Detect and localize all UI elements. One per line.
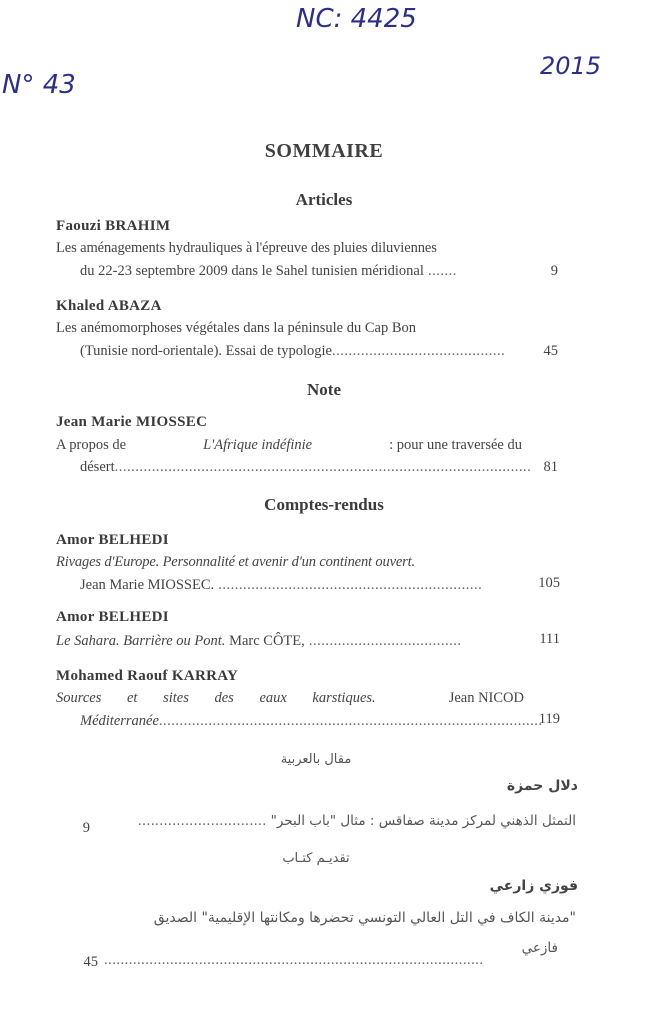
entry-author: Mohamed Raouf KARRAY (56, 668, 239, 684)
entry-title-italic: Le Sahara. Barrière ou Pont. (56, 633, 226, 649)
entry-title-line: Le Sahara. Barrière ou Pont. Marc CÔTE, ..................................... (56, 633, 462, 649)
entry-author-arabic: فوزي زارعي (489, 878, 578, 894)
entry-author: Amor BELHEDI (56, 609, 169, 625)
entry-title-line: Méditerranée............................................................................................. (80, 713, 543, 729)
section-articles: Articles (295, 190, 353, 209)
entry-page-number: 45 (83, 954, 98, 970)
entry-title-dots: ............................................................................................ (104, 952, 484, 968)
section-arabic-article: مقال بالعربية (280, 752, 352, 767)
entry-title-line: Jean Marie MIOSSEC. ................................................................ (80, 577, 483, 593)
entry-title-italic: Sources et sites des eaux karstiques. (56, 690, 376, 706)
entry-title-text: Jean NICOD (448, 690, 524, 706)
entry-title-text: Jean Marie MIOSSEC. (80, 577, 215, 593)
entry-page-number: 81 (543, 459, 558, 475)
entry-title-line (56, 437, 522, 454)
entry-author-arabic: دلال حمزة (506, 778, 578, 794)
entry-title-line-arabic (522, 940, 558, 956)
entry-title-text: : pour une traversée du (389, 437, 522, 453)
entry-page-number: 45 (543, 343, 558, 359)
entry-title-text: فازعي (521, 940, 558, 956)
section-comptes-rendus: Comptes-rendus (264, 495, 384, 514)
handwritten-nc-number: NC: 4425 (296, 4, 417, 34)
entry-page-number: 119 (538, 711, 560, 727)
entry-author: Jean Marie MIOSSEC (56, 414, 208, 430)
entry-title-text: A propos de (56, 437, 127, 453)
entry-title-text: Marc CÔTE, (229, 633, 305, 649)
entry-page-number: 9 (550, 263, 558, 279)
entry-title-text: التمثل الذهني لمركز مدينة صفاقس : مثال "باب البحر" (270, 813, 576, 829)
page-title: SOMMAIRE (264, 140, 384, 162)
entry-title-text: désert (80, 459, 115, 475)
entry-title-line: (Tunisie nord-orientale). Essai de typologie.......................................... (80, 343, 506, 359)
entry-page-number: 9 (82, 820, 90, 836)
entry-title-line-arabic: "مدينة الكاف في التل العالي التونسي تحضرها ومكانتها الإقليمية" الصديق (153, 910, 576, 926)
handwritten-year: 2015 (540, 52, 602, 80)
handwritten-issue-number: N° 43 (2, 70, 76, 100)
entry-page-number: 105 (538, 575, 560, 591)
entry-title-line-arabic: التمثل الذهني لمركز مدينة صفاقس : مثال "باب البحر" .............................. (137, 813, 576, 829)
entry-title-line: Rivages d'Europe. Personnalité et avenir d'un continent ouvert. (56, 554, 416, 570)
entry-author: Amor BELHEDI (56, 532, 169, 548)
section-note: Note (307, 380, 341, 399)
entry-author: Khaled ABAZA (56, 298, 162, 314)
entry-title-line: Les aménagements hydrauliques à l'épreuve des pluies diluviennes (56, 240, 437, 256)
entry-title-line: désert..................................................................................................... (80, 459, 532, 475)
entry-author: Faouzi BRAHIM (56, 218, 171, 234)
entry-title-text: (Tunisie nord-orientale). Essai de typologie (80, 343, 332, 359)
entry-title-italic: Méditerranée (80, 713, 159, 729)
entry-title-line: du 22-23 septembre 2009 dans le Sahel tunisien méridional ....... (80, 263, 457, 279)
entry-title-line: Les anémomorphoses végétales dans la péninsule du Cap Bon (56, 320, 417, 336)
entry-page-number: 111 (539, 631, 560, 647)
entry-title-text: du 22-23 septembre 2009 dans le Sahel tunisien méridional (80, 263, 424, 279)
section-book-presentation: تقديـم كتـاب (282, 851, 350, 866)
entry-title-italic: L'Afrique indéfinie (203, 437, 313, 453)
entry-title-line (56, 690, 524, 707)
